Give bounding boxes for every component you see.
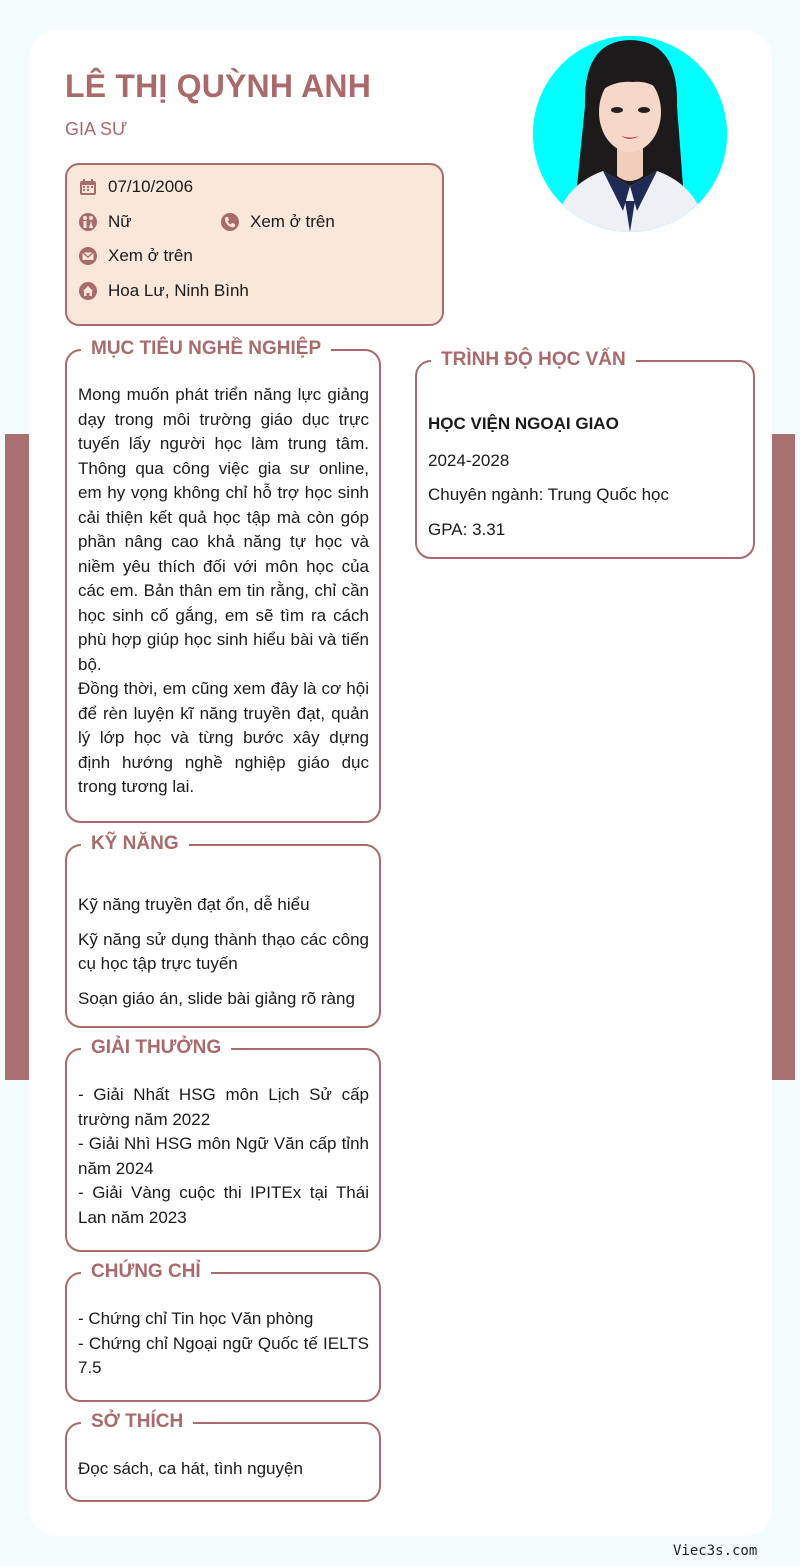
email-icon bbox=[78, 246, 98, 266]
skill-item: Kỹ năng truyền đạt ổn, dễ hiểu bbox=[78, 895, 310, 914]
phone-value: Xem ở trên bbox=[250, 212, 335, 231]
email-value: Xem ở trên bbox=[108, 246, 193, 265]
gender-value: Nữ bbox=[108, 212, 132, 231]
phone-row bbox=[220, 212, 335, 232]
education-gpa: GPA: 3.31 bbox=[428, 519, 506, 539]
certificate-item: - Chứng chỉ Ngoại ngữ Quốc tế IELTS 7.5 bbox=[78, 1333, 369, 1377]
watermark: Viec3s.com bbox=[673, 1543, 758, 1559]
award-item: - Giải Nhất HSG môn Lịch Sử cấp trường năm 2022 bbox=[78, 1085, 369, 1129]
profile-photo bbox=[533, 36, 727, 232]
objective-paragraph-2: Đồng thời, em cũng xem đây là cơ hội để rèn luyện kĩ năng truyền đạt, quản lý lớp học và từng bước xây dựng định hướng nghề nghiệp giáo dục trong tương lai. bbox=[78, 679, 369, 796]
birthday-value: 07/10/2006 bbox=[108, 177, 194, 196]
objective-body bbox=[78, 383, 369, 800]
home-icon bbox=[78, 281, 98, 301]
address-value: Hoa Lư, Ninh Bình bbox=[108, 281, 249, 300]
education-section bbox=[415, 349, 755, 559]
skill-item: Soạn giáo án, slide bài giảng rõ ràng bbox=[78, 988, 355, 1008]
phone-icon bbox=[220, 212, 240, 232]
email-row bbox=[78, 246, 193, 266]
right-decorative-band bbox=[772, 434, 795, 1080]
objective-paragraph-1: Mong muốn phát triển năng lực giảng dạy trong môi trường giáo dục trực tuyến lấy người học làm trung tâm. Thông qua công việc gia sư online, em hy vọng không chỉ hỗ trợ học sinh cải thiện kết quả học tập mà còn góp phần nâng cao khả năng tự học và niềm yêu thích đối với môn học của các em. Bản thân em tin rằng, chỉ cần học sinh cố gắng, em sẽ tìm ra cách phù hợp giúp học sinh hiểu bài và tiến bộ. bbox=[78, 385, 369, 674]
education-years: 2024-2028 bbox=[428, 450, 510, 470]
address-row bbox=[78, 281, 249, 301]
education-school: HỌC VIỆN NGOẠI GIAO bbox=[428, 414, 619, 433]
gender-icon bbox=[78, 212, 98, 232]
hobbies-title: SỞ THÍCH bbox=[81, 1408, 193, 1436]
candidate-name: LÊ THỊ QUỲNH ANH bbox=[65, 68, 372, 104]
education-major: Chuyên ngành: Trung Quốc học bbox=[428, 485, 669, 504]
awards-title: GIẢI THƯỞNG bbox=[81, 1034, 231, 1062]
awards-body bbox=[78, 1083, 369, 1230]
award-item: - Giải Nhì HSG môn Ngữ Văn cấp tỉnh năm 2024 bbox=[78, 1134, 369, 1178]
awards-section bbox=[65, 1037, 381, 1252]
education-title: TRÌNH ĐỘ HỌC VẤN bbox=[431, 346, 636, 374]
certificates-body bbox=[78, 1307, 369, 1381]
skills-title: KỸ NĂNG bbox=[81, 830, 189, 858]
hobbies-body: Đọc sách, ca hát, tình nguyện bbox=[78, 1459, 303, 1478]
certificates-section bbox=[65, 1261, 381, 1402]
contact-info-box bbox=[65, 163, 444, 326]
gender-row bbox=[78, 212, 132, 232]
portrait-illustration bbox=[533, 36, 727, 232]
birthday-row bbox=[78, 177, 193, 197]
skill-item: Kỹ năng sử dụng thành thạo các công cụ học tập trực tuyến bbox=[78, 929, 369, 973]
skills-section bbox=[65, 833, 381, 1028]
hobbies-section bbox=[65, 1411, 381, 1502]
skills-body bbox=[78, 893, 369, 1011]
certificates-title: CHỨNG CHỈ bbox=[81, 1258, 211, 1286]
certificate-item: - Chứng chỉ Tin học Văn phòng bbox=[78, 1309, 314, 1328]
objective-section bbox=[65, 338, 381, 823]
calendar-icon bbox=[78, 177, 98, 197]
education-body bbox=[428, 412, 743, 542]
candidate-role: GIA SƯ bbox=[65, 119, 128, 139]
award-item: - Giải Vàng cuộc thi IPITEx tại Thái Lan năm 2023 bbox=[78, 1183, 369, 1227]
objective-title: MỤC TIÊU NGHỀ NGHIỆP bbox=[81, 335, 331, 363]
left-decorative-band bbox=[5, 434, 30, 1080]
